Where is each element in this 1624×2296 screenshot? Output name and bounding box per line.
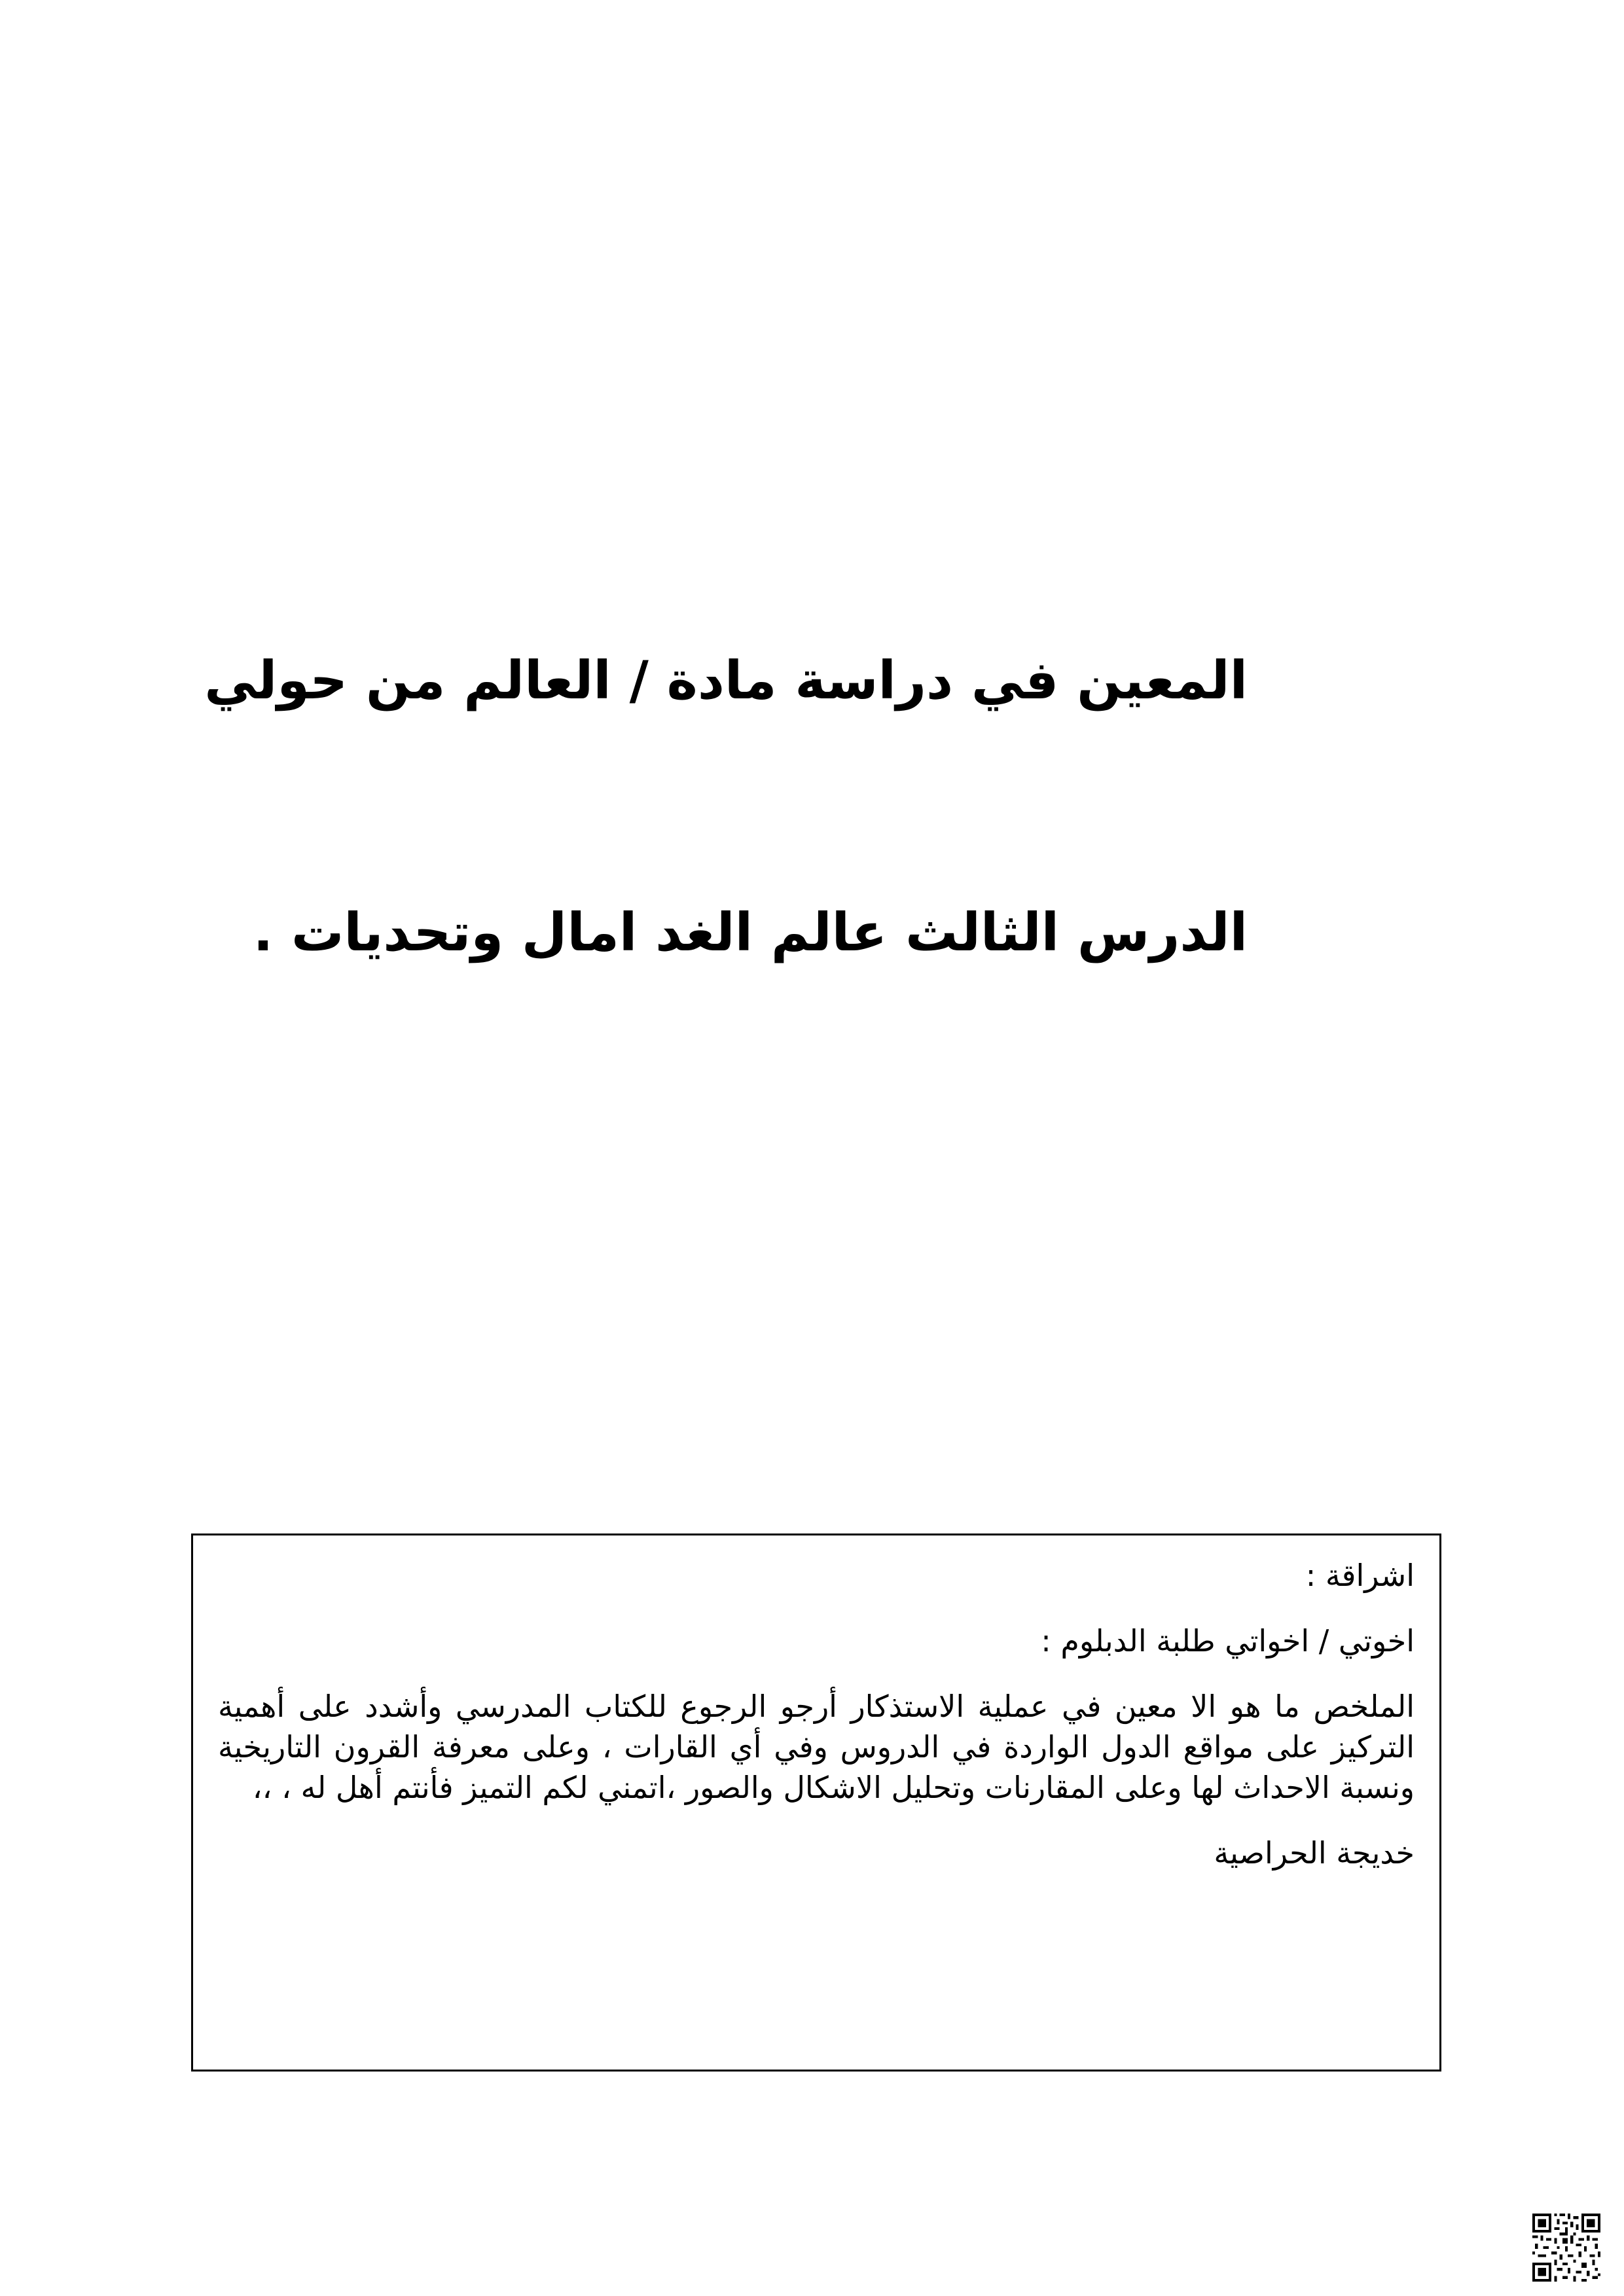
note-greeting: اخوتي / اخواتي طلبة الدبلوم : — [1041, 1623, 1415, 1659]
lesson-title: الدرس الثالث عالم الغد امال وتحديات . — [253, 902, 1248, 963]
note-signature: خديجة الحراصية — [1214, 1835, 1415, 1871]
note-body: الملخص ما هو الا معين في عملية الاستذكار أرجو الرجوع للكتاب المدرسي وأشدد على أهمية التركيز على مواقع الدول الواردة في الدروس وفي أي القارات ، وعلى معرفة القرون التاريخية ونسبة الاحداث لها وعلى المقارنات وتحليل الاشكال والصور ،اتمني لكم التميز فأنتم أهل له ، ،، — [218, 1689, 1415, 1805]
qr-code-icon — [1532, 2214, 1600, 2282]
note-heading: اشراقة : — [1305, 1558, 1415, 1593]
document-title: المعين في دراسة مادة / العالم من حولي — [204, 650, 1248, 711]
note-box — [191, 1534, 1441, 2072]
